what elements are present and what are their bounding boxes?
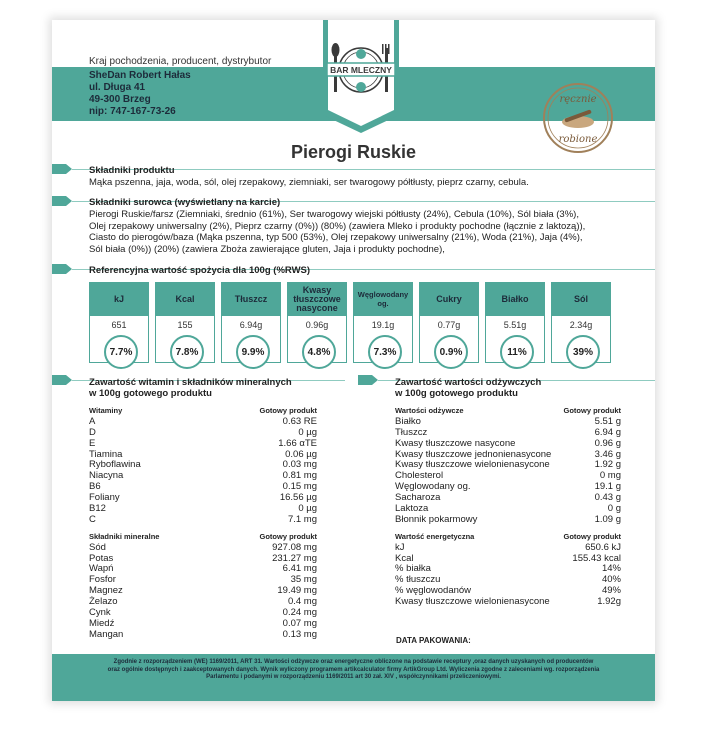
table-row: Laktoza 0 g [395, 503, 621, 515]
table-row: Magnez 19.49 mg [89, 585, 317, 597]
rws-label: Kwasy tłuszczowe nasycone [287, 282, 347, 316]
rws-value: 6.94g [239, 320, 263, 330]
table-row: Fosfor 35 mg [89, 574, 317, 586]
raw-ingredients-title: Składniki surowca (wyświetlany na karcie) [89, 197, 281, 208]
table-row: Sacharoza 0.43 g [395, 492, 621, 504]
nutrition-table [395, 406, 621, 608]
rws-tile-salt [551, 282, 611, 382]
street: ul. Długa 41 [89, 82, 146, 93]
table-row: % tłuszczu 40% [395, 574, 621, 586]
rws-label: Cukry [419, 282, 479, 316]
rws-value: 2.34g [569, 320, 593, 330]
rws-percent: 11% [500, 335, 534, 369]
rws-percent: 39% [566, 335, 600, 369]
rws-percent: 7.8% [170, 335, 204, 369]
rws-value: 19.1g [371, 320, 395, 330]
table-row: Ryboflawina 0.03 mg [89, 459, 317, 471]
table-row: kJ 650.6 kJ [395, 541, 621, 553]
table-row: Żelazo 0.4 mg [89, 596, 317, 608]
product-title: Pierogi Ruskie [290, 142, 417, 162]
rws-tile-fat [221, 282, 281, 382]
table-row: B6 0.15 mg [89, 481, 317, 493]
packing-date-label: DATA PAKOWANIA: [396, 636, 471, 645]
table-header: Witaminy Gotowy produkt [89, 406, 317, 415]
raw-ingredients-text [89, 209, 634, 255]
rws-label: kJ [89, 282, 149, 316]
table-row: Kwasy tłuszczowe wielonienasycone 1.92 g [395, 459, 621, 471]
table-row: Węglowodany og. 19.1 g [395, 481, 621, 493]
table-row: Kwasy tłuszczowe jednonienasycone 3.46 g [395, 448, 621, 460]
table-row: Miedź 0.07 mg [89, 617, 317, 629]
table-row: E 1.66 αTE [89, 437, 317, 449]
rws-tile-saturated-fat [287, 282, 347, 382]
raw-ingredients-line: Olej rzepakowy uniwersalny (2%), Pieprz czarny (0%)) (80%) (zawiera Mleko i produkty pochodne (łącznie z laktozą)), [89, 220, 586, 232]
logo-text: BAR MLECZNY [330, 65, 392, 75]
rws-label: Tłuszcz [221, 282, 281, 316]
table-row: Białko 5.51 g [395, 415, 621, 427]
table-row: Niacyna 0.81 mg [89, 470, 317, 482]
table-row: Cynk 0.24 mg [89, 607, 317, 619]
origin-label: Kraj pochodzenia, producent, dystrybutor [89, 56, 272, 67]
table-row: Błonnik pokarmowy 1.09 g [395, 513, 621, 525]
ingredients-title: Składniki produktu [89, 165, 175, 176]
rws-tile-protein [485, 282, 545, 382]
table-row: Potas 231.27 mg [89, 552, 317, 564]
rws-value: 155 [177, 320, 193, 330]
rws-percent: 0.9% [434, 335, 468, 369]
raw-ingredients-line: Ciasto do pierogów/baza (Mąka pszenna, typ 500 (53%), Olej rzepakowy uniwersalny (21%), Woda (21%), Jaja (4%), [89, 232, 583, 243]
footer-legal-text: Zgodnie z rozporządzeniem (WE) 1169/2011, ART 31. Wartości odżywcze oraz energetyczne obliczone na podstawie receptury ,oraz danych uzyskanych od producentów oraz ogólnie dostępnych i zaakceptowanych danych. Wynik wyliczony programem artikcalculator firmy ArtikGroup Ltd. Wyliczenia zgodne z zaleceniami wg. rozporządzenia Parlamentu i podanymi w rozporządzeniu 1169/2011 art 30 zał. XIV , współczynnikami przeliczeniowymi. [107, 659, 600, 680]
bar-mleczny-logo [321, 20, 401, 133]
rws-value: 5.51g [503, 320, 527, 330]
table-row: C 7.1 mg [89, 513, 317, 525]
table-row: Sód 927.08 mg [89, 541, 317, 553]
rws-tile-sugars [419, 282, 479, 382]
raw-ingredients-line: Sól biała (0%)) (20%) (zawiera Zboża zawierające gluten, Jaja i produkty pochodne), [89, 243, 445, 255]
raw-ingredients-line: Pierogi Ruskie/farsz (Ziemniaki, średnio (61%), Ser twarogowy wiejski półtłusty (24%), Cebula (10%), Sól biała (3%), [89, 209, 579, 220]
table-row: Wapń 6.41 mg [89, 563, 317, 575]
rws-percent: 7.3% [368, 335, 402, 369]
nutrition-title: Zawartość wartości odżywczych w 100g gotowego produktu [395, 377, 542, 399]
vitamins-table [89, 406, 317, 641]
company-name: SheDan Robert Hałas [89, 70, 191, 81]
table-row: A 0.63 RE [89, 415, 317, 427]
rws-tile-kj [89, 282, 149, 382]
rws-percent: 7.7% [104, 335, 138, 369]
table-row: Kwasy tłuszczowe wielonienasycone 1.92g [395, 596, 621, 608]
table-header: Wartość energetyczna Gotowy produkt [395, 531, 621, 541]
stamp-text-bottom: robione [558, 134, 598, 145]
table-row: D 0 µg [89, 426, 317, 438]
nutrition-label [52, 20, 655, 701]
table-row: Kwasy tłuszczowe nasycone 0.96 g [395, 437, 621, 449]
rws-percent: 9.9% [236, 335, 270, 369]
city: 49-300 Brzeg [89, 94, 151, 105]
table-header: Składniki mineralne Gotowy produkt [89, 531, 317, 541]
rws-value: 0.77g [437, 320, 461, 330]
rws-value: 651 [111, 320, 127, 330]
rws-percent: 4.8% [302, 335, 336, 369]
rws-label: Węglowodany og. [353, 282, 413, 316]
table-row: Mangan 0.13 mg [89, 628, 317, 640]
table-row: Tiamina 0.06 µg [89, 448, 317, 460]
table-row: B12 0 µg [89, 503, 317, 515]
table-row: % białka 14% [395, 563, 621, 575]
producer-address [89, 70, 191, 118]
nip: nip: 747-167-73-26 [89, 106, 176, 117]
table-row: Tłuszcz 6.94 g [395, 426, 621, 438]
table-row: Foliany 16.56 µg [89, 492, 317, 504]
table-row: Cholesterol 0 mg [395, 470, 621, 482]
stamp-text-top: ręcznie [559, 94, 597, 105]
rws-tile-carbs [353, 282, 413, 382]
rws-label: Sól [551, 282, 611, 316]
table-row: % węglowodanów 49% [395, 585, 621, 597]
vitamins-title: Zawartość witamin i składników mineralnych w 100g gotowego produktu [89, 377, 292, 399]
table-row: Kcal 155.43 kcal [395, 552, 621, 564]
rws-value: 0.96g [305, 320, 329, 330]
table-header: Wartości odżywcze Gotowy produkt [395, 406, 621, 415]
rws-label: Kcal [155, 282, 215, 316]
rws-label: Białko [485, 282, 545, 316]
ingredients-text: Mąka pszenna, jaja, woda, sól, olej rzepakowy, ziemniaki, ser twarogowy półtłusty, pieprz czarny, cebula. [89, 177, 529, 188]
rws-title: Referencyjna wartość spożycia dla 100g (%RWS) [89, 265, 311, 276]
rws-tile-kcal [155, 282, 215, 382]
